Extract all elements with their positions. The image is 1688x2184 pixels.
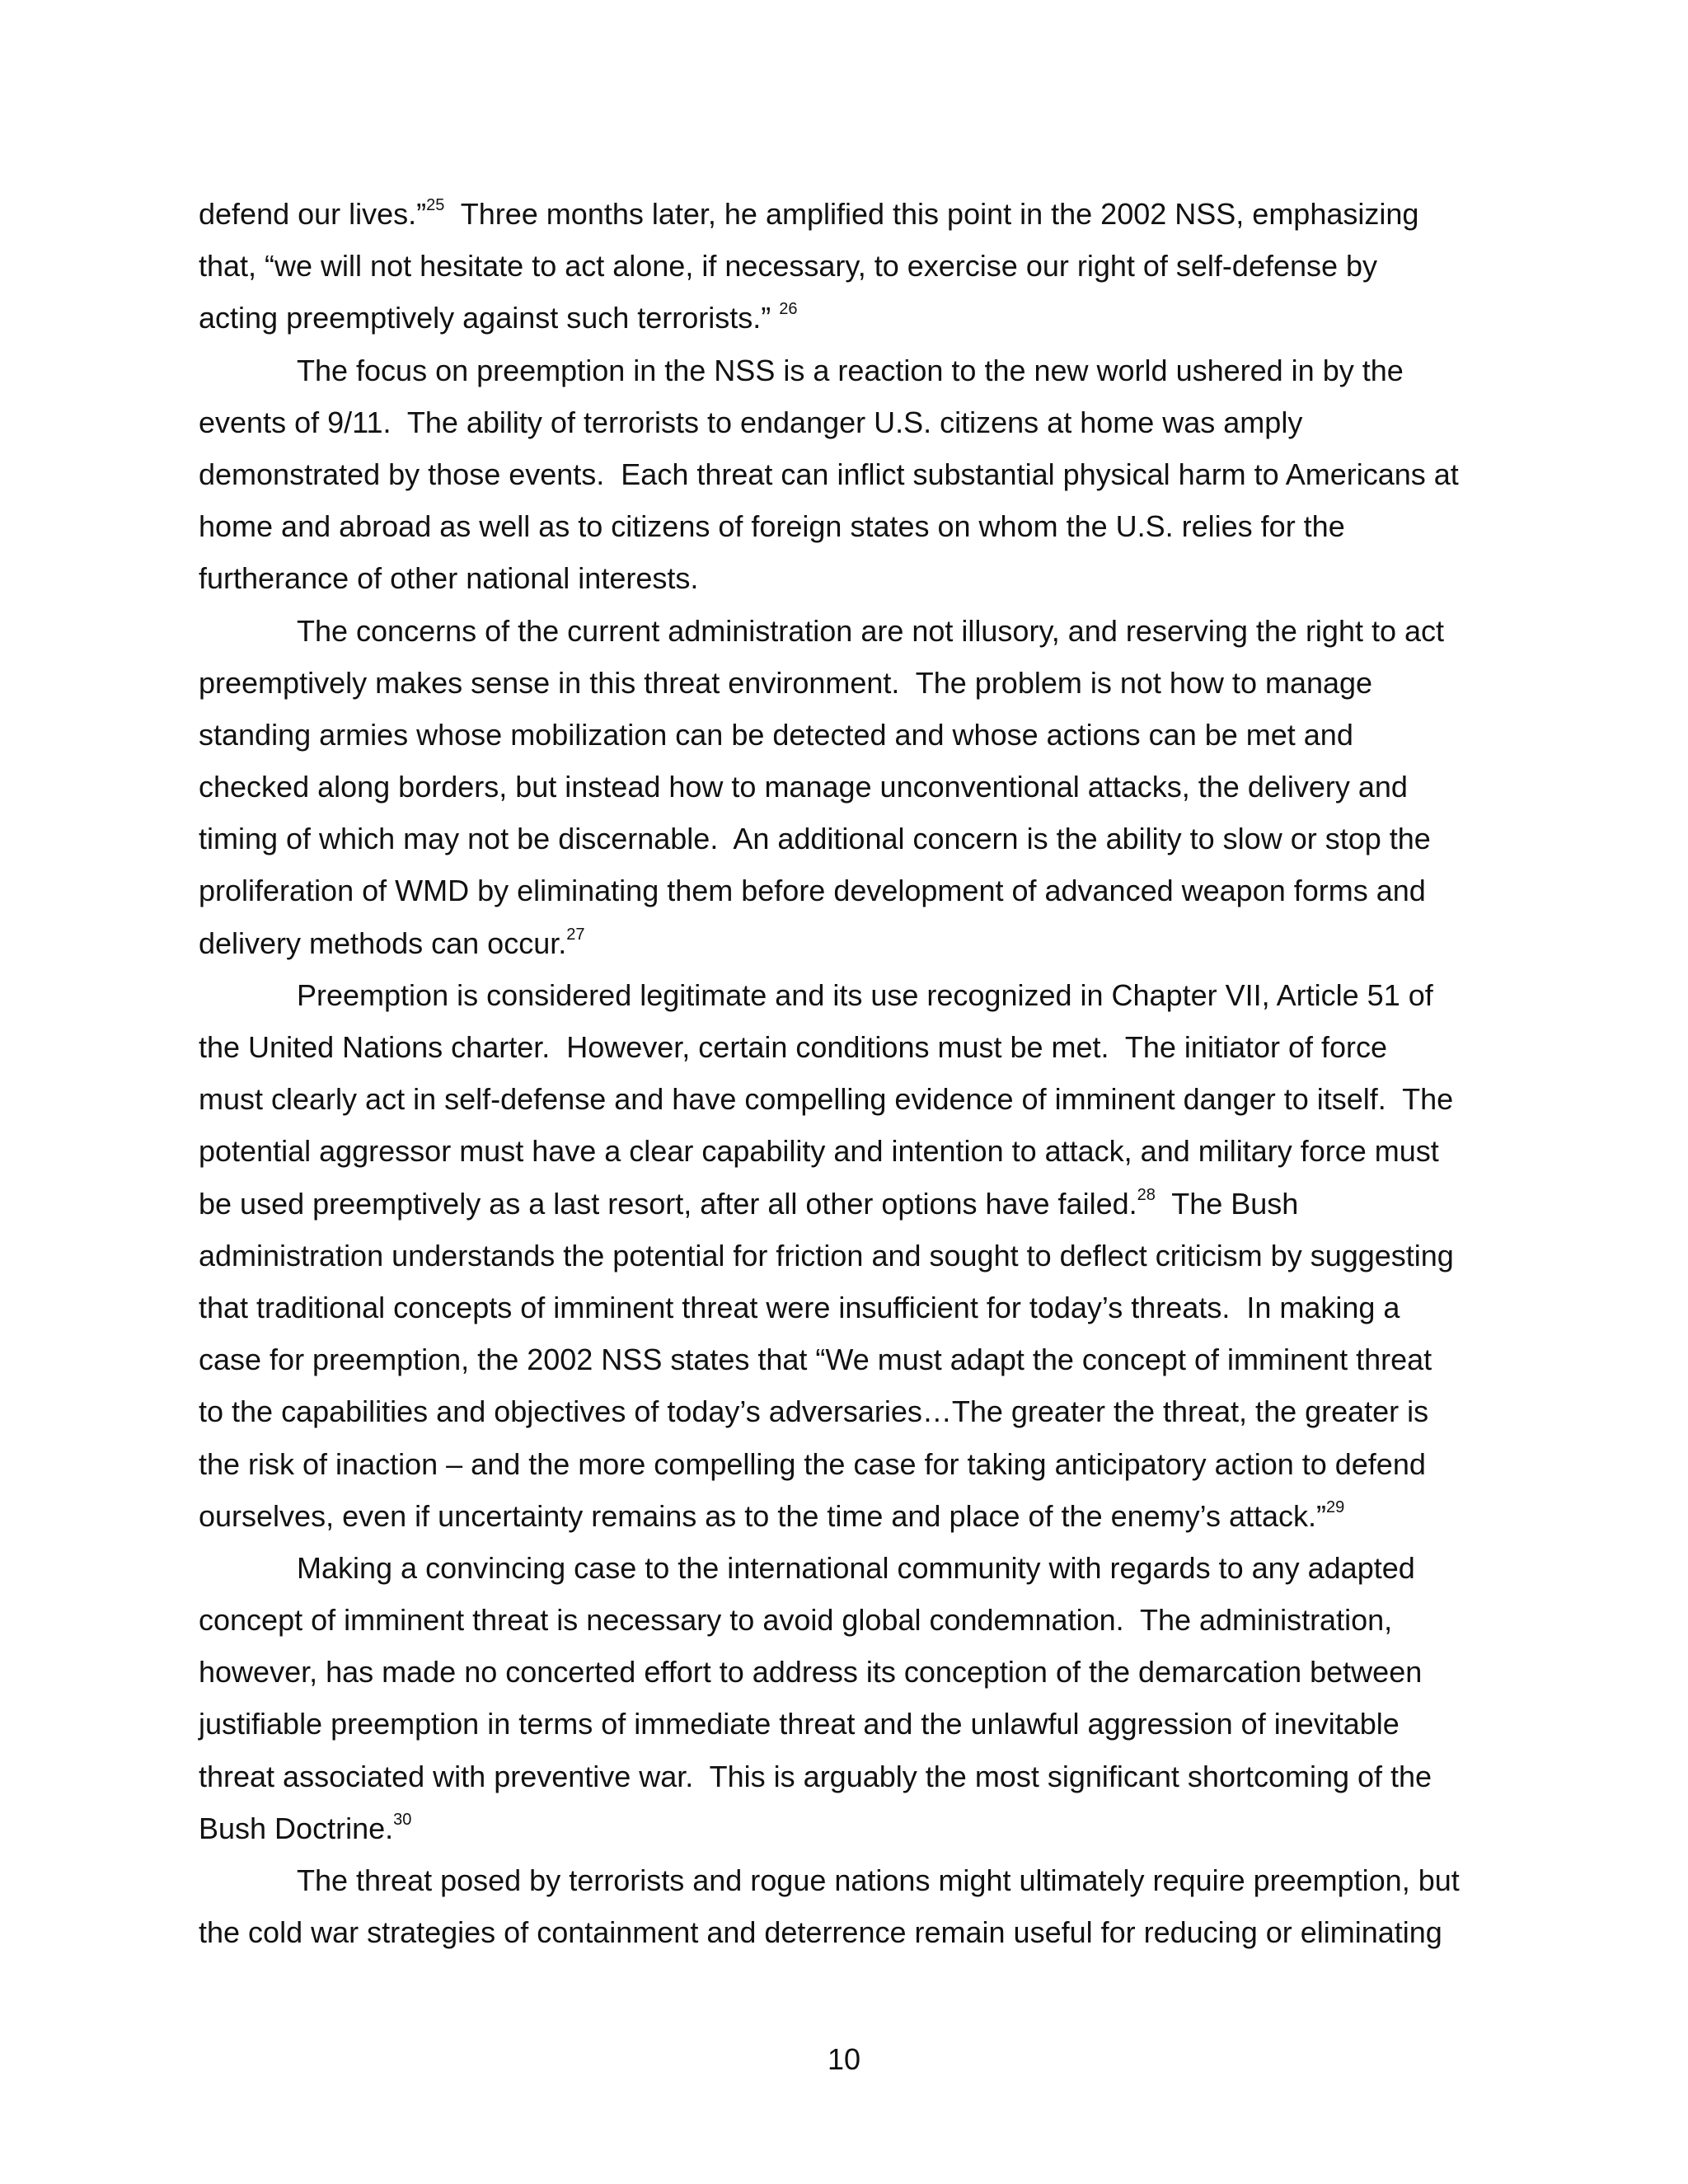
text-segment: however, has made no concerted effort to address its conception of the demarcation between (199, 1655, 1423, 1690)
text-line (199, 969, 1493, 1021)
text-segment: acting preemptively against such terrorists.” (199, 301, 780, 335)
text-line (199, 1282, 1493, 1333)
text-line (199, 709, 1493, 761)
text-line (199, 865, 1493, 916)
text-segment: ourselves, even if uncertainty remains as to the time and place of the enemy’s attack.” (199, 1498, 1327, 1533)
text-segment: that, “we will not hesitate to act alone, if necessary, to exercise our right of self-defense by (199, 249, 1378, 284)
footnote-reference: 25 (426, 196, 445, 214)
text-segment: The focus on preemption in the NSS is a reaction to the new world ushered in by the (297, 353, 1404, 387)
text-segment: Bush Doctrine. (199, 1811, 394, 1845)
text-segment: the risk of inaction – and the more compelling the case for taking anticipatory action to defend (199, 1446, 1426, 1481)
text-segment: administration understands the potential for friction and sought to deflect criticism by suggesting (199, 1238, 1454, 1272)
text-segment: timing of which may not be discernable. An additional concern is the ability to slow or stop the (199, 822, 1431, 856)
text-line (199, 396, 1493, 448)
text-line (199, 500, 1493, 552)
text-segment: justifiable preemption in terms of immediate threat and the unlawful aggression of inevitable (199, 1707, 1400, 1741)
text-segment: Three months later, he amplified this point in the 2002 NSS, emphasizing (444, 197, 1419, 231)
text-line (199, 1125, 1493, 1177)
text-line (199, 1073, 1493, 1125)
text-segment: the United Nations charter. However, certain conditions must be met. The initiator of force (199, 1030, 1388, 1064)
text-line (199, 761, 1493, 813)
text-segment: home and abroad as well as to citizens of foreign states on whom the U.S. relies for the (199, 509, 1345, 544)
text-segment: demonstrated by those events. Each threat can inflict substantial physical harm to Americans at (199, 457, 1459, 491)
text-line (199, 1698, 1493, 1750)
footnote-reference: 29 (1326, 1497, 1345, 1516)
text-line (199, 1385, 1493, 1437)
text-line (199, 1646, 1493, 1698)
text-line (199, 292, 1493, 344)
text-segment: The Bush (1155, 1186, 1299, 1221)
text-line (199, 1906, 1493, 1958)
text-segment: Making a convincing case to the international community with regards to any adapted (297, 1550, 1415, 1585)
text-line (199, 1438, 1493, 1490)
text-segment: the cold war strategies of containment and deterrence remain useful for reducing or eliminating (199, 1915, 1442, 1950)
page-number: 10 (827, 2042, 861, 2076)
text-segment: threat associated with preventive war. This is arguably the most significant shortcoming of the (199, 1759, 1432, 1793)
text-line (199, 188, 1493, 240)
footnote-reference: 28 (1137, 1185, 1156, 1204)
text-line (199, 657, 1493, 709)
text-line (199, 605, 1493, 657)
text-segment: that traditional concepts of imminent threat were insufficient for today’s threats. In making a (199, 1290, 1400, 1324)
text-line (199, 344, 1493, 396)
text-segment: Preemption is considered legitimate and its use recognized in Chapter VII, Article 51 of (297, 977, 1433, 1012)
footnote-reference: 27 (566, 925, 585, 944)
text-line (199, 240, 1493, 292)
text-segment: preemptively makes sense in this threat environment. The problem is not how to manage (199, 665, 1373, 700)
text-line (199, 1542, 1493, 1594)
text-segment: defend our lives.” (199, 197, 427, 231)
footnote-reference: 30 (393, 1810, 412, 1829)
text-line (199, 1854, 1493, 1906)
text-line (199, 1021, 1493, 1073)
text-segment: The concerns of the current administration are not illusory, and reserving the right to act (297, 613, 1445, 648)
text-line (199, 917, 1493, 969)
text-line (199, 1750, 1493, 1802)
text-segment: must clearly act in self-defense and have compelling evidence of imminent danger to itself. The (199, 1082, 1454, 1117)
text-line (199, 1178, 1493, 1230)
text-segment: The threat posed by terrorists and rogue nations might ultimately require preemption, but (297, 1863, 1460, 1897)
text-line (199, 1230, 1493, 1282)
text-segment: furtherance of other national interests. (199, 561, 699, 596)
text-segment: standing armies whose mobilization can be detected and whose actions can be met and (199, 717, 1353, 752)
text-line (199, 448, 1493, 500)
text-line (199, 1594, 1493, 1646)
text-segment: delivery methods can occur. (199, 926, 567, 960)
text-line (199, 1802, 1493, 1854)
text-segment: case for preemption, the 2002 NSS states that “We must adapt the concept of imminent threat (199, 1343, 1432, 1377)
body-text (199, 188, 1493, 1958)
text-line (199, 1490, 1493, 1542)
text-segment: proliferation of WMD by eliminating them before development of advanced weapon forms and (199, 874, 1426, 908)
text-segment: to the capabilities and objectives of today’s adversaries…The greater the threat, the greater is (199, 1394, 1429, 1429)
text-segment: potential aggressor must have a clear capability and intention to attack, and military force must (199, 1134, 1439, 1169)
text-line (199, 1333, 1493, 1385)
text-segment: events of 9/11. The ability of terrorists to endanger U.S. citizens at home was amply (199, 405, 1303, 439)
text-segment: be used preemptively as a last resort, after all other options have failed. (199, 1186, 1137, 1221)
text-segment: checked along borders, but instead how to manage unconventional attacks, the delivery and (199, 770, 1408, 804)
footnote-reference: 26 (779, 300, 798, 319)
text-segment: concept of imminent threat is necessary to avoid global condemnation. The administration, (199, 1603, 1393, 1638)
text-line (199, 813, 1493, 865)
text-line (199, 552, 1493, 604)
